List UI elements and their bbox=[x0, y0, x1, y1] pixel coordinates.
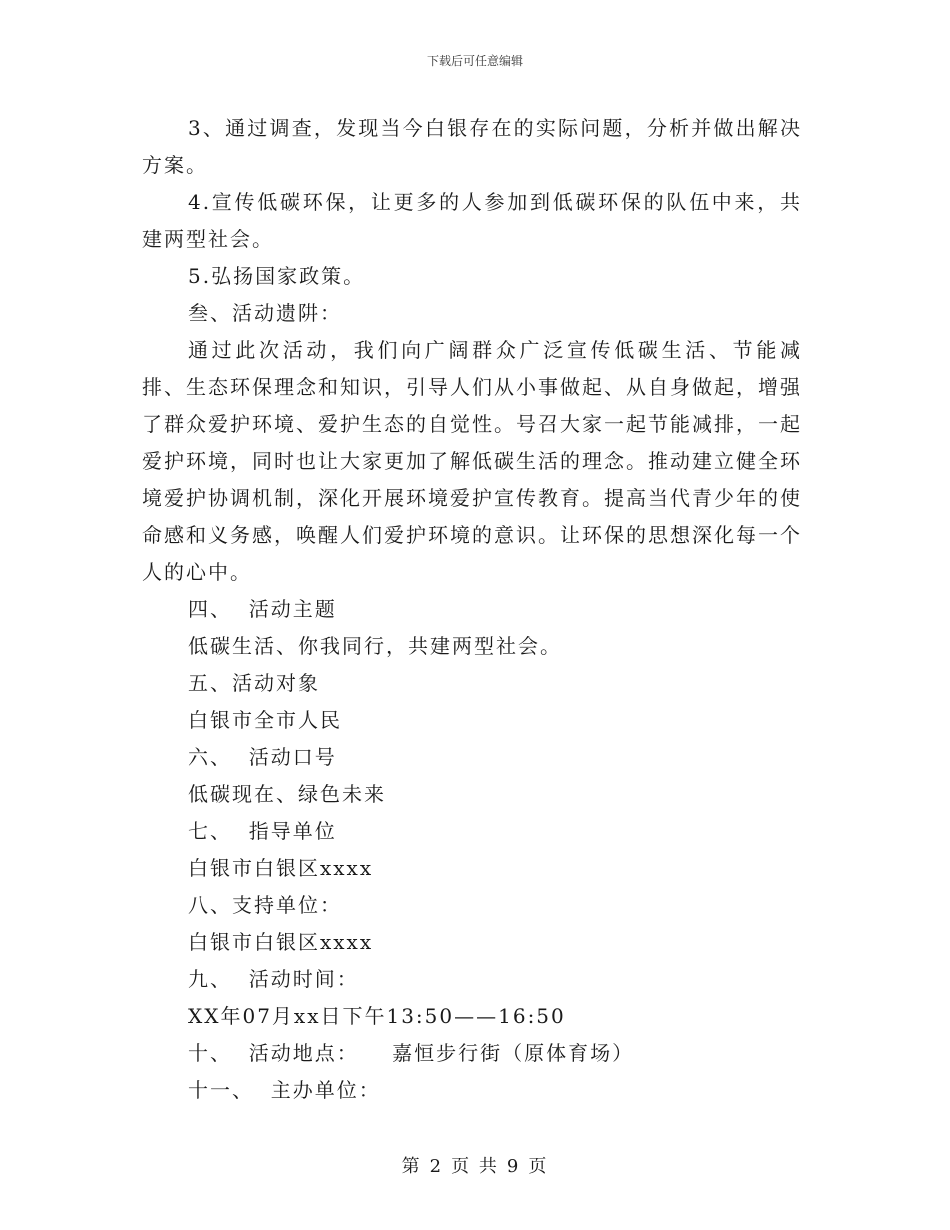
paragraph-item-3: 3、通过调查，发现当今白银存在的实际问题，分析并做出解决方案。 bbox=[142, 116, 802, 177]
section-heading-8: 八、支持单位： bbox=[188, 893, 342, 917]
activity-time: XX年07月xx日下午13:50——16:50 bbox=[188, 1004, 566, 1028]
document-body bbox=[142, 110, 802, 1109]
section-heading-7: 七、 指导单位 bbox=[188, 819, 337, 843]
page-footer bbox=[0, 1152, 950, 1178]
page-header: 下载后可任意编辑 bbox=[426, 54, 523, 68]
section-heading-5: 五、活动对象 bbox=[188, 671, 320, 695]
paragraph-item-4: 4.宣传低碳环保，让更多的人参加到低碳环保的队伍中来，共建两型社会。 bbox=[142, 190, 802, 251]
footer-prefix: 第 bbox=[401, 1156, 422, 1177]
section-heading-10-location: 十、 活动地点： 嘉恒步行街（原体育场） bbox=[188, 1041, 635, 1065]
supporting-unit: 白银市白银区xxxx bbox=[188, 930, 374, 954]
footer-suffix: 页 bbox=[528, 1156, 549, 1177]
activity-theme: 低碳生活、你我同行，共建两型社会。 bbox=[188, 634, 562, 658]
footer-total-pages: 9 bbox=[506, 1156, 521, 1177]
paragraph-activity-effect: 通过此次活动，我们向广阔群众广泛宣传低碳生活、节能减排、生态环保理念和知识，引导人们从小事做起、从自身做起，增强了群众爱护环境、爱护生态的自觉性。号召大家一起节能减排，一起爱护环境，同时也让大家更加了解低碳生活的理念。推动建立健全环境爱护协调机制，深化开展环境爱护宣传教育。提高当代青少年的使命感和义务感，唤醒人们爱护环境的意识。让环保的思想深化每一个人的心中。 bbox=[142, 338, 802, 584]
section-heading-9: 九、 活动时间： bbox=[188, 967, 359, 991]
paragraph-item-5: 5.弘扬国家政策。 bbox=[188, 264, 366, 288]
section-heading-6: 六、 活动口号 bbox=[188, 745, 337, 769]
footer-middle: 页 共 bbox=[451, 1156, 499, 1177]
section-heading-4: 四、 活动主题 bbox=[188, 597, 337, 621]
section-heading-11: 十一、 主办单位： bbox=[188, 1078, 381, 1102]
guiding-unit: 白银市白银区xxxx bbox=[188, 856, 374, 880]
footer-page-number: 2 bbox=[429, 1156, 444, 1177]
activity-target: 白银市全市人民 bbox=[188, 708, 342, 732]
section-heading-3: 叁、活动遗阱： bbox=[188, 301, 342, 325]
activity-slogan: 低碳现在、绿色未来 bbox=[188, 782, 386, 806]
